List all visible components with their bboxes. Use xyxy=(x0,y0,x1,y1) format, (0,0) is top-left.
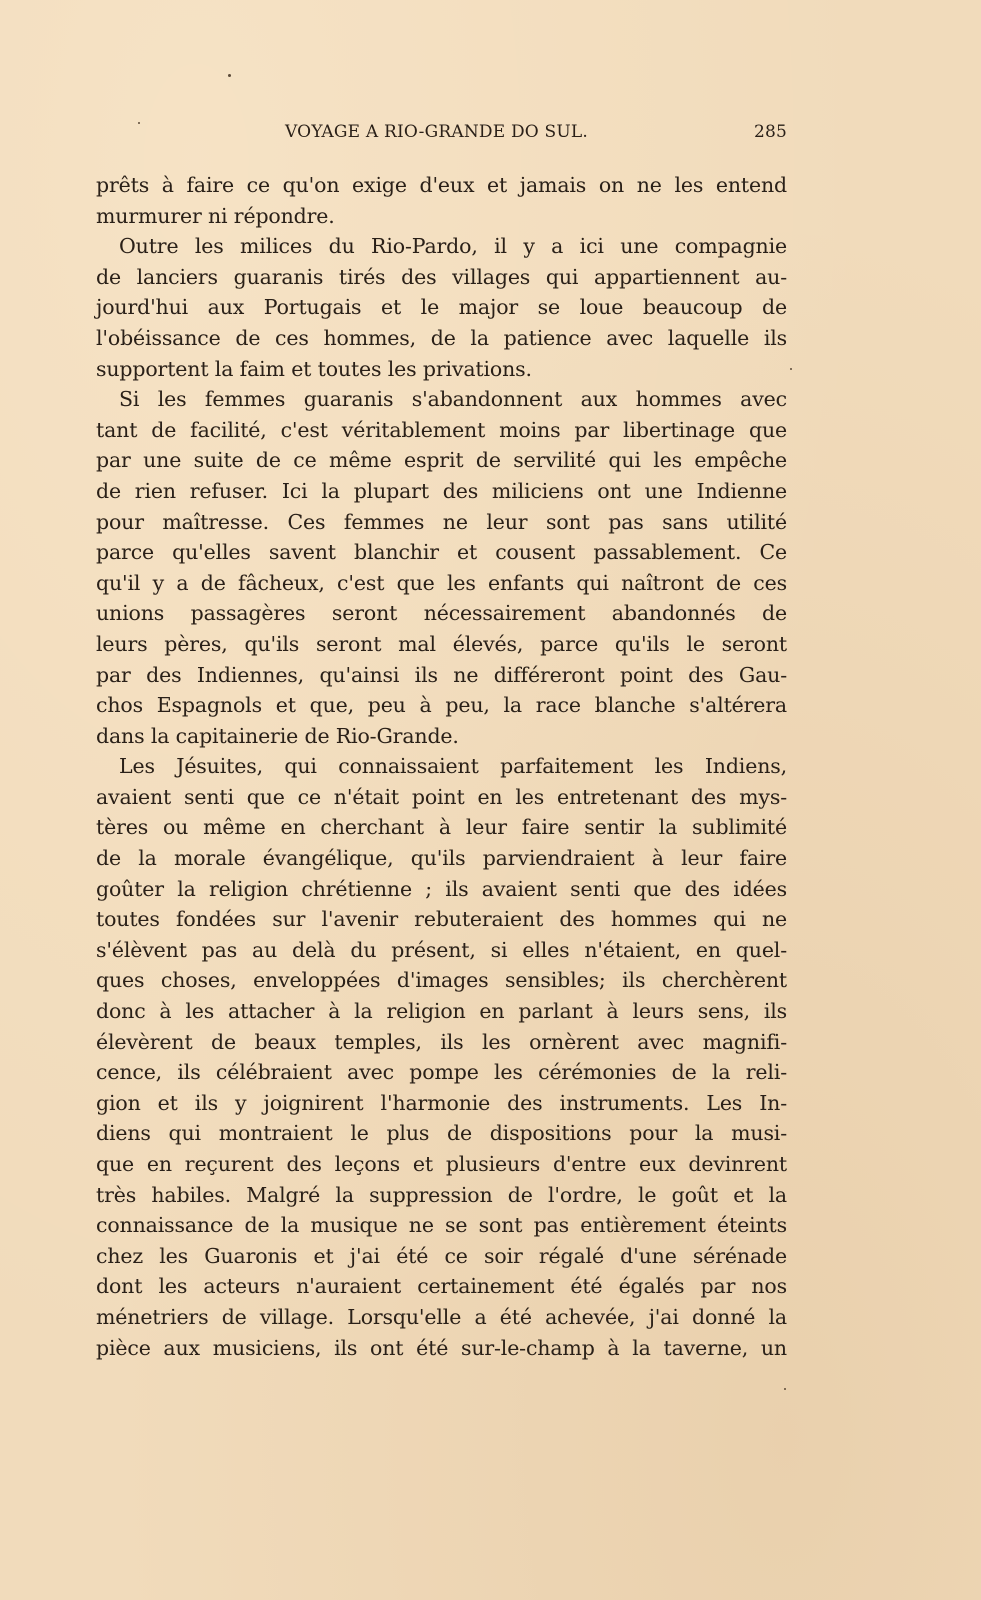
text-line: toutes fondées sur l'avenir rebuteraient des hommes qui ne xyxy=(96,907,787,932)
paper-speck xyxy=(784,1388,786,1390)
text-line: leurs pères, qu'ils seront mal élevés, parce qu'ils le seront xyxy=(96,631,787,656)
text-line: tères ou même en cherchant à leur faire sentir la sublimité xyxy=(96,815,787,840)
text-line: de rien refuser. Ici la plupart des miliciens ont une Indienne xyxy=(96,478,787,503)
paper-speck xyxy=(228,74,231,77)
page-number: 285 xyxy=(753,122,787,142)
paper-speck xyxy=(138,122,140,124)
text-line: supportent la faim et toutes les privations. xyxy=(96,356,532,381)
text-line: murmurer ni répondre. xyxy=(96,203,335,228)
text-line: goûter la religion chrétienne ; ils avaient senti que des idées xyxy=(96,876,787,901)
text-line: ménetriers de village. Lorsqu'elle a été achevée, j'ai donné la xyxy=(96,1304,787,1329)
text-line: très habiles. Malgré la suppression de l'ordre, le goût et la xyxy=(96,1182,787,1207)
text-line: élevèrent de beaux temples, ils les ornèrent avec magnifi- xyxy=(96,1029,787,1054)
text-line: jourd'hui aux Portugais et le major se loue beaucoup de xyxy=(96,295,787,320)
text-line: parce qu'elles savent blanchir et cousent passablement. Ce xyxy=(96,540,787,565)
text-line: de lanciers guaranis tirés des villages qui appartiennent au- xyxy=(96,264,787,289)
text-line: de la morale évangélique, qu'ils parviendraient à leur faire xyxy=(96,846,787,871)
text-line: diens qui montraient le plus de dispositions pour la musi- xyxy=(96,1121,787,1146)
text-line: pièce aux musiciens, ils ont été sur-le-champ à la taverne, un xyxy=(96,1335,787,1360)
book-page xyxy=(96,118,787,1363)
text-line: gion et ils y joignirent l'harmonie des instruments. Les In- xyxy=(96,1090,787,1115)
text-line: l'obéissance de ces hommes, de la patience avec laquelle ils xyxy=(96,325,787,350)
running-head-title: VOYAGE A RIO-GRANDE DO SUL. xyxy=(285,122,588,142)
text-line: qu'il y a de fâcheux, c'est que les enfants qui naîtront de ces xyxy=(96,570,787,595)
text-line: dans la capitainerie de Rio-Grande. xyxy=(96,723,459,748)
text-line: chez les Guaronis et j'ai été ce soir régalé d'une sérénade xyxy=(96,1243,787,1268)
text-line: donc à les attacher à la religion en parlant à leurs sens, ils xyxy=(96,999,787,1024)
text-line: par des Indiennes, qu'ainsi ils ne différeront point des Gau- xyxy=(96,662,787,687)
text-line: cence, ils célébraient avec pompe les cérémonies de la reli- xyxy=(96,1060,787,1085)
text-line: Si les femmes guaranis s'abandonnent aux hommes avec xyxy=(119,387,787,412)
text-line: prêts à faire ce qu'on exige d'eux et jamais on ne les entend xyxy=(96,173,787,197)
text-line: par une suite de ce même esprit de servilité qui les empêche xyxy=(96,448,787,473)
text-line: avaient senti que ce n'était point en les entretenant des mys- xyxy=(96,784,787,809)
text-line: chos Espagnols et que, peu à peu, la race blanche s'altérera xyxy=(96,693,787,718)
text-line: ques choses, enveloppées d'images sensibles; ils cherchèrent xyxy=(96,968,787,993)
text-line: dont les acteurs n'auraient certainement été égalés par nos xyxy=(96,1274,787,1299)
text-line: unions passagères seront nécessairement abandonnés de xyxy=(96,601,787,626)
text-line: pour maîtresse. Ces femmes ne leur sont pas sans utilité xyxy=(96,509,787,534)
text-line: que en reçurent des leçons et plusieurs d'entre eux devinrent xyxy=(96,1152,787,1176)
text-line: s'élèvent pas au delà du présent, si elles n'étaient, en quel- xyxy=(96,937,787,962)
body-text xyxy=(96,170,787,1363)
text-line: Outre les milices du Rio-Pardo, il y a ici une compagnie xyxy=(119,234,787,259)
text-line: tant de facilité, c'est véritablement moins par libertinage que xyxy=(96,417,787,442)
text-line: Les Jésuites, qui connaissaient parfaitement les Indiens, xyxy=(119,754,787,779)
text-line: connaissance de la musique ne se sont pas entièrement éteints xyxy=(96,1213,787,1238)
paper-speck xyxy=(790,368,792,370)
running-head xyxy=(96,118,787,150)
